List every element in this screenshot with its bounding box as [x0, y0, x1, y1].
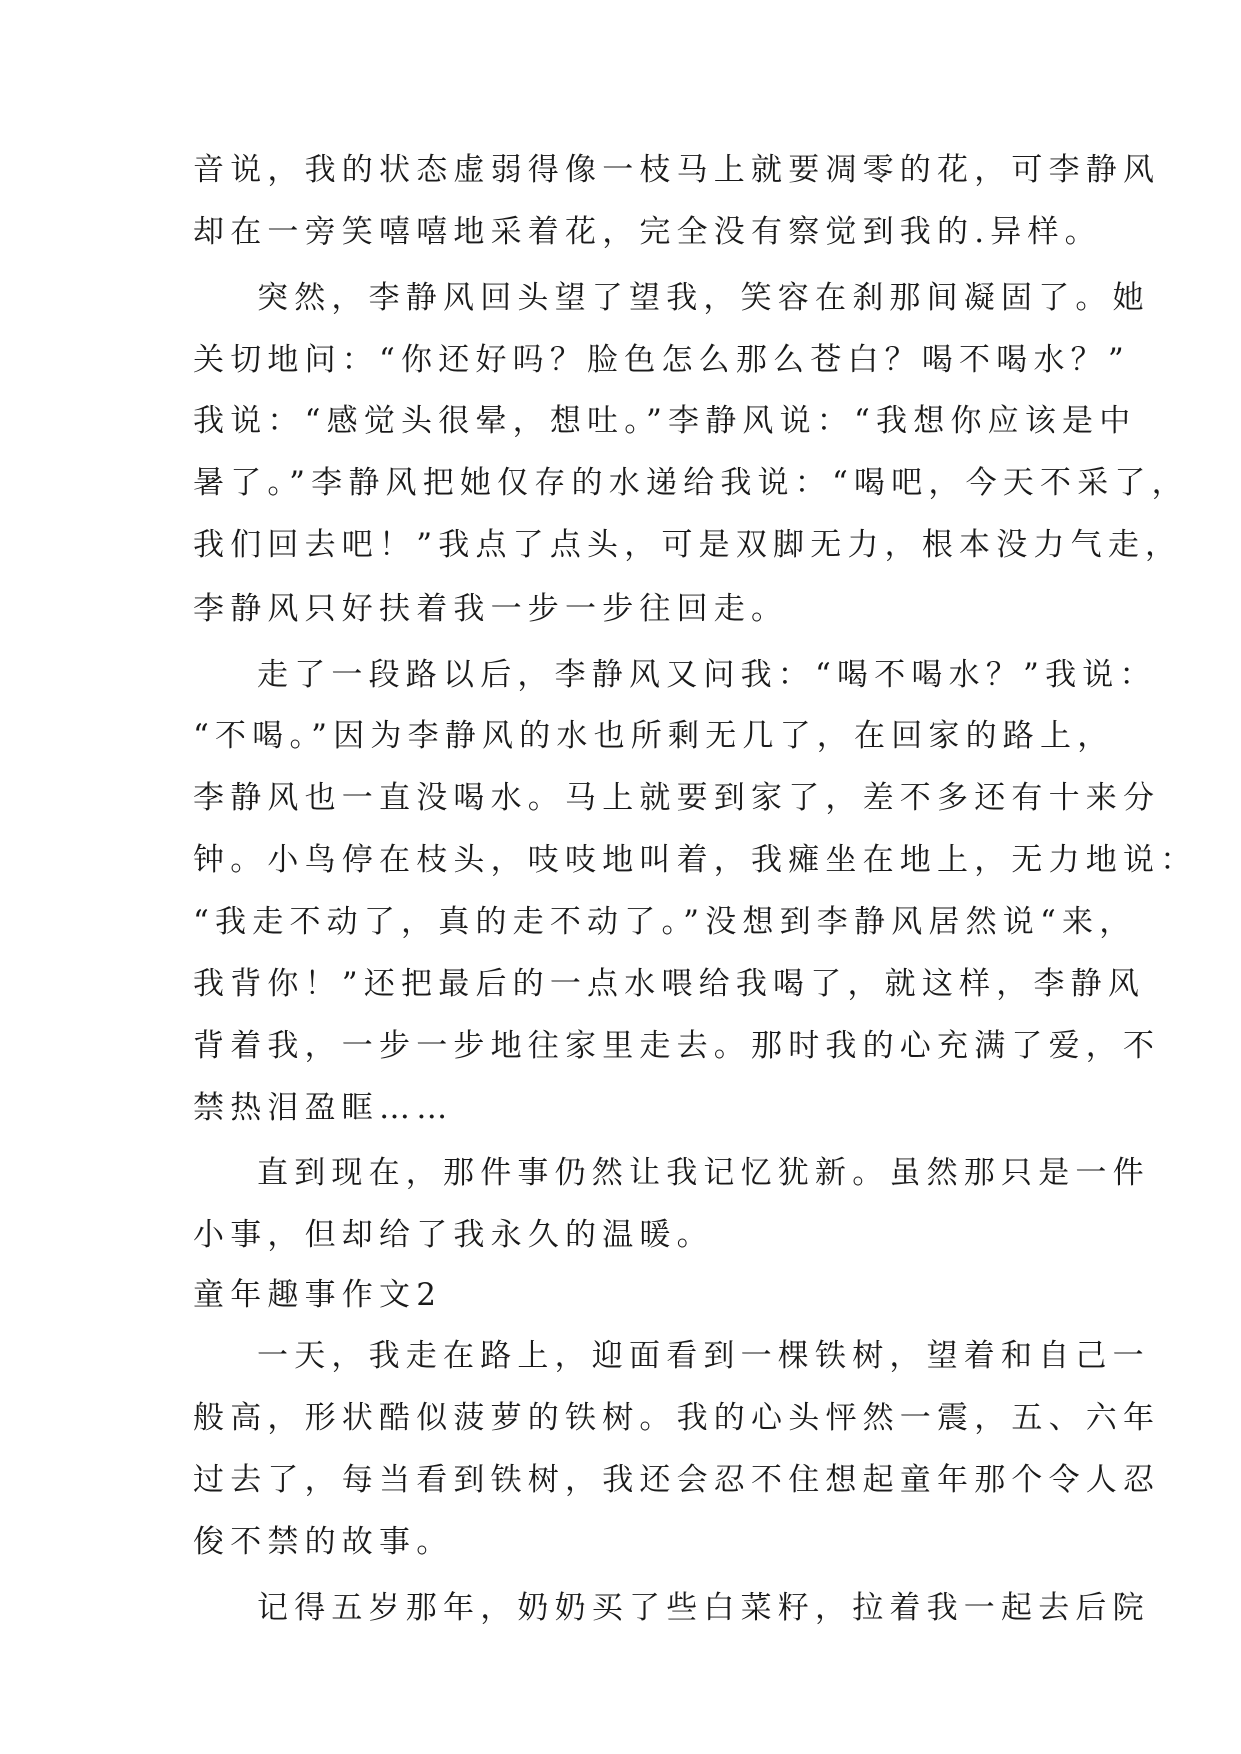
text-line: 我背你！”还把最后的一点水喂给我喝了，就这样，李静风	[193, 966, 1146, 1002]
text-line: 禁热泪盈眶……	[193, 1090, 454, 1126]
text-line: 俊不禁的故事。	[193, 1524, 454, 1560]
text-line: 钟。小鸟停在枝头，吱吱地叫着，我瘫坐在地上，无力地说：	[193, 842, 1198, 878]
text-line: 走了一段路以后，李静风又问我：“喝不喝水？”我说：	[257, 657, 1157, 693]
section-heading: 童年趣事作文2	[193, 1277, 443, 1313]
text-line: 我说：“感觉头很晕，想吐。”李静风说：“我想你应该是中	[193, 403, 1137, 439]
text-line: 关切地问：“你还好吗？脸色怎么那么苍白？喝不喝水？”	[193, 342, 1130, 378]
text-line: 李静风只好扶着我一步一步往回走。	[193, 591, 789, 627]
text-line: “不喝。”因为李静风的水也所剩无几了，在回家的路上，	[193, 718, 1115, 754]
text-line: “我走不动了，真的走不动了。”没想到李静风居然说“来，	[193, 904, 1137, 940]
text-line: 直到现在，那件事仍然让我记忆犹新。虽然那只是一件	[257, 1155, 1150, 1191]
text-line: 小事，但却给了我永久的温暖。	[193, 1217, 714, 1253]
text-line: 李静风也一直没喝水。马上就要到家了，差不多还有十来分	[193, 780, 1161, 816]
text-line: 却在一旁笑嘻嘻地采着花，完全没有察觉到我的.异样。	[193, 214, 1102, 250]
text-line: 般高，形状酷似菠萝的铁树。我的心头怦然一震，五、六年	[193, 1400, 1161, 1436]
text-line: 暑了。”李静风把她仅存的水递给我说：“喝吧，今天不采了，	[193, 465, 1189, 501]
text-line: 音说，我的状态虚弱得像一枝马上就要凋零的花，可李静风	[193, 152, 1161, 188]
text-line: 记得五岁那年，奶奶买了些白菜籽，拉着我一起去后院	[257, 1590, 1150, 1626]
text-line: 背着我，一步一步地往家里走去。那时我的心充满了爱，不	[193, 1028, 1161, 1064]
text-line: 一天，我走在路上，迎面看到一棵铁树，望着和自己一	[257, 1338, 1150, 1374]
text-line: 过去了，每当看到铁树，我还会忍不住想起童年那个令人忍	[193, 1462, 1161, 1498]
text-line: 我们回去吧！”我点了点头，可是双脚无力，根本没力气走，	[193, 527, 1183, 563]
text-line: 突然，李静风回头望了望我，笑容在刹那间凝固了。她	[257, 280, 1150, 316]
